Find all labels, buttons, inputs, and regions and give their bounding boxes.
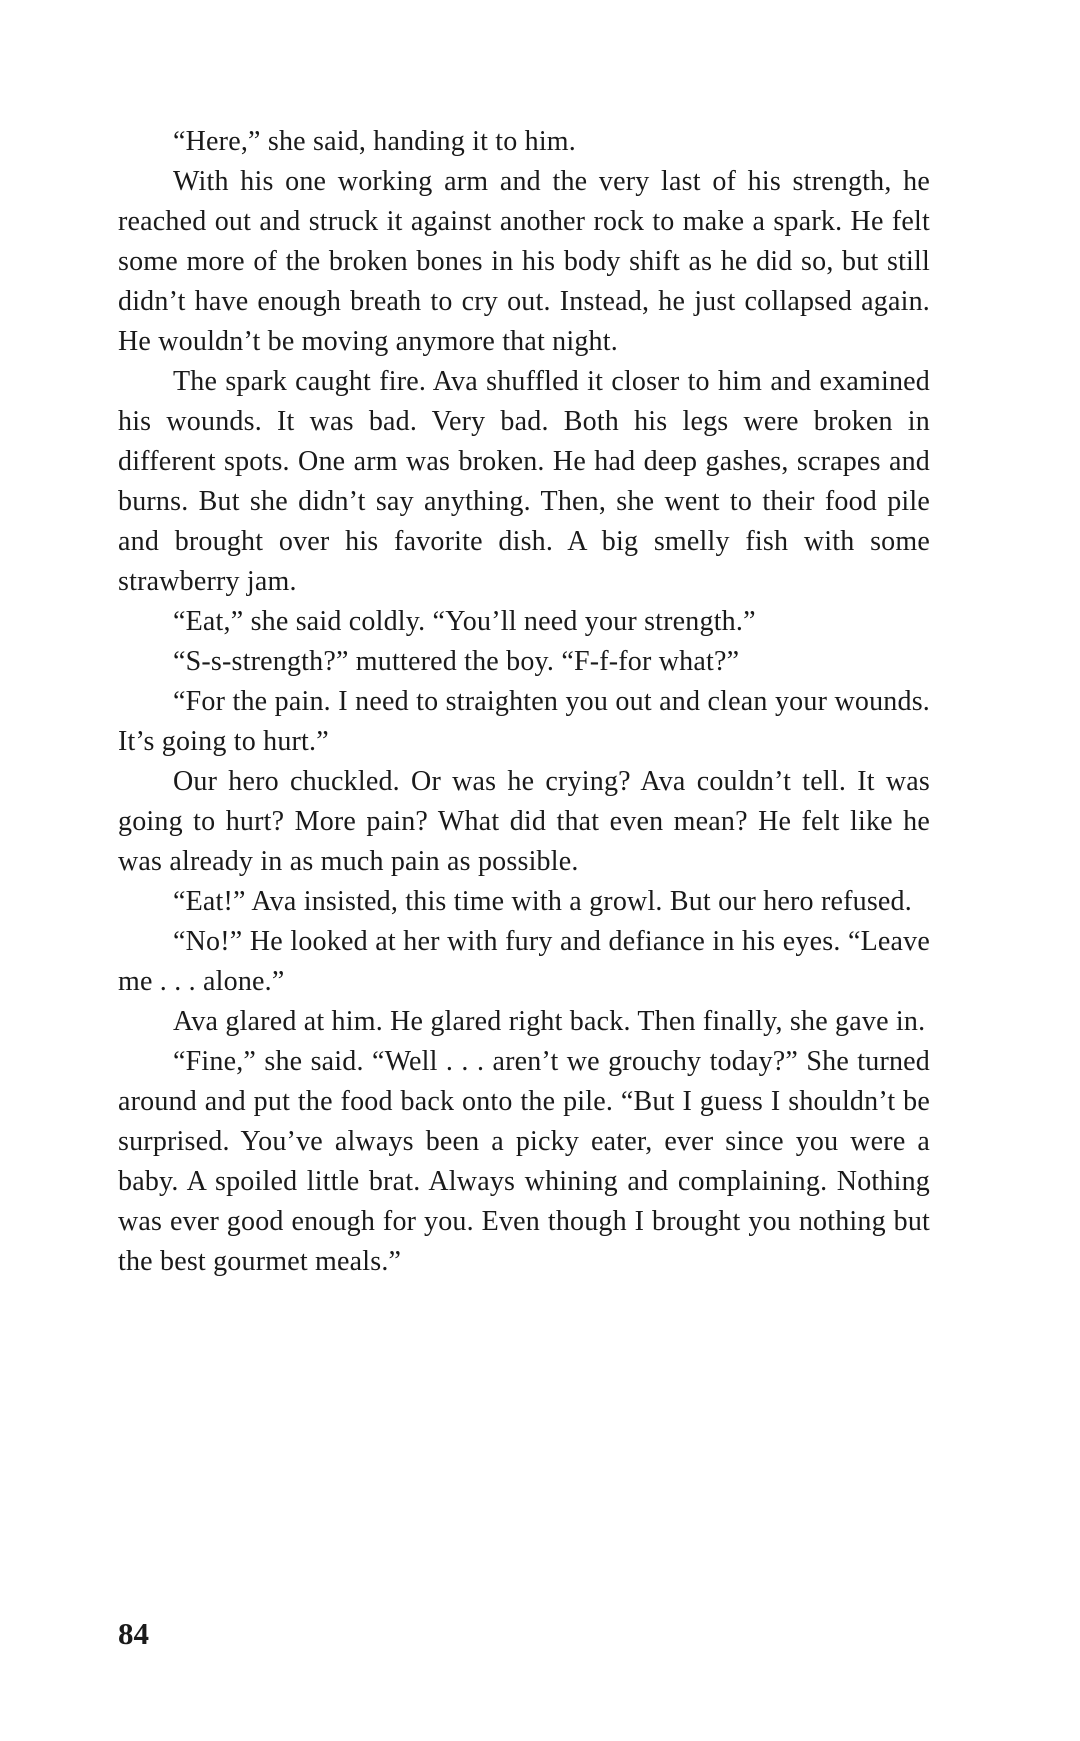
paragraph: With his one working arm and the very last of his strength, he reached out and struck it against another rock to make a spark. He felt some more of the broken bones in his body shift as he did so, but still didn’t have enough breath to cry out. Instead, he just collapsed again. He wouldn’t be moving anymore that night. xyxy=(118,166,930,357)
paragraph: Our hero chuckled. Or was he crying? Ava couldn’t tell. It was going to hurt? More pain? What did that even mean? He felt like he was already in as much pain as possible. xyxy=(118,766,930,877)
paragraph: “No!” He looked at her with fury and defiance in his eyes. “Leave me . . . alone.” xyxy=(118,926,930,997)
paragraph: “Eat,” she said coldly. “You’ll need your strength.” xyxy=(173,606,756,637)
paragraph: “S-s-strength?” muttered the boy. “F-f-for what?” xyxy=(173,646,740,677)
paragraph: The spark caught fire. Ava shuffled it closer to him and examined his wounds. It was bad. Very bad. Both his legs were broken in different spots. One arm was broken. He had deep gashes, scrapes and burns. But she didn’t say anything. Then, she went to their food pile and brought over his favorite dish. A big smelly fish with some strawberry jam. xyxy=(118,366,930,597)
page-number: 84 xyxy=(118,1616,149,1651)
paragraph: Ava glared at him. He glared right back. Then finally, she gave in. xyxy=(173,1006,926,1037)
page-text xyxy=(118,122,930,1282)
paragraph: “Fine,” she said. “Well . . . aren’t we grouchy today?” She turned around and put the food back onto the pile. “But I guess I shouldn’t be surprised. You’ve always been a picky eater, ever since you were a baby. A spoiled little brat. Always whining and complaining. Nothing was ever good enough for you. Even though I brought you nothing but the best gourmet meals.” xyxy=(118,1046,930,1277)
paragraph: “For the pain. I need to straighten you out and clean your wounds. It’s going to hurt.” xyxy=(118,686,930,757)
paragraph: “Here,” she said, handing it to him. xyxy=(173,126,576,157)
paragraph: “Eat!” Ava insisted, this time with a growl. But our hero refused. xyxy=(173,886,912,917)
